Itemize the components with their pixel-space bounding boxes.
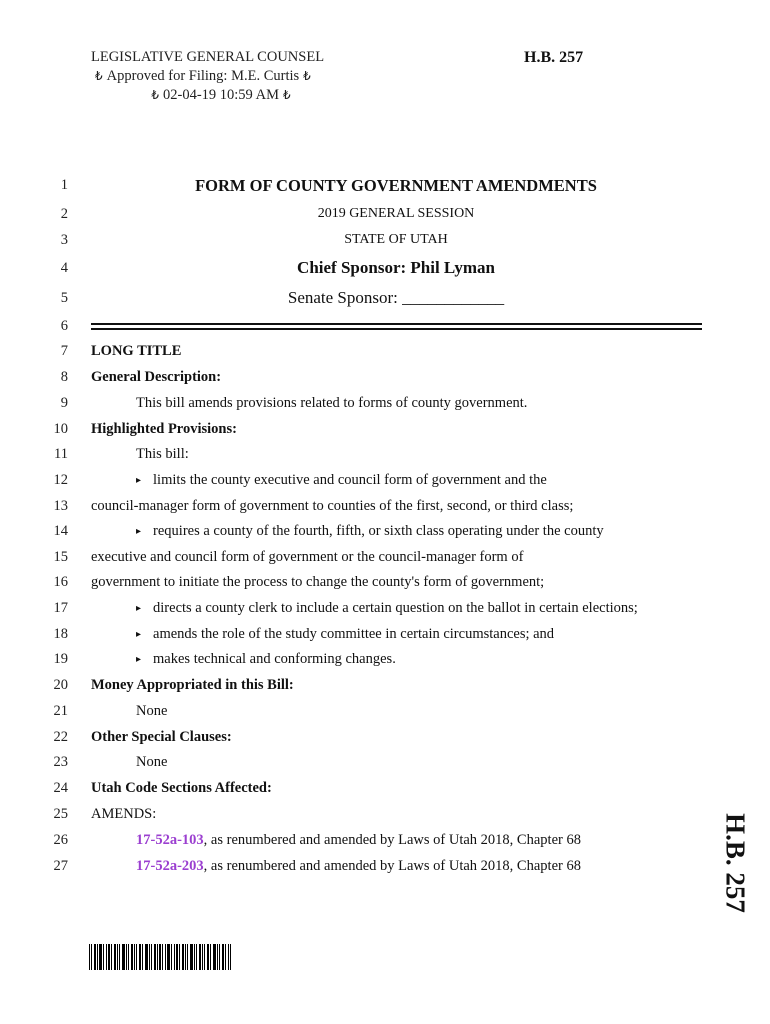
- line-number: 7: [60, 343, 68, 359]
- side-bill-number: H.B. 257: [720, 813, 751, 913]
- divider-rule: [91, 328, 702, 330]
- provision-bullet: [136, 600, 638, 617]
- line-number: 3: [60, 232, 68, 248]
- general-description-text: This bill amends provisions related to forms of county government.: [136, 395, 528, 411]
- provision-continuation: executive and council form of government or the council-manager form of: [91, 549, 524, 565]
- provision-bullet: [136, 626, 554, 643]
- bullet-icon: ▸: [136, 603, 142, 614]
- line-number: 11: [54, 446, 68, 462]
- line-number: 1: [60, 177, 68, 193]
- provision-text: amends the role of the study committee in certain circumstances; and: [153, 626, 555, 642]
- special-clauses-value: None: [136, 754, 168, 770]
- marker-glyph-icon: ₺: [283, 88, 291, 102]
- bullet-icon: ▸: [136, 526, 142, 537]
- line-number: 19: [53, 651, 68, 667]
- bill-number: H.B. 257: [524, 49, 584, 66]
- line-number: 17: [53, 600, 68, 616]
- line-number: 24: [53, 780, 68, 796]
- line-number: 26: [53, 832, 68, 848]
- highlighted-provisions-heading: Highlighted Provisions:: [91, 421, 237, 437]
- line-number: 2: [60, 206, 68, 222]
- chief-sponsor: Chief Sponsor: Phil Lyman: [297, 258, 495, 277]
- bullet-icon: ▸: [136, 629, 142, 640]
- senate-sponsor: Senate Sponsor: ____________: [287, 288, 505, 307]
- marker-glyph-icon: ₺: [95, 69, 103, 83]
- line-number: 15: [53, 549, 68, 565]
- long-title-heading: LONG TITLE: [91, 343, 182, 359]
- marker-glyph-icon: ₺: [151, 88, 159, 102]
- line-number: 14: [53, 523, 68, 539]
- provision-bullet: [136, 472, 547, 489]
- money-appropriated-value: None: [136, 703, 168, 719]
- amends-label: AMENDS:: [91, 806, 157, 822]
- line-number: 21: [53, 703, 68, 719]
- line-number: 23: [53, 754, 68, 770]
- code-section-link[interactable]: 17-52a-103: [136, 832, 204, 848]
- datetime-line: [91, 86, 351, 105]
- special-clauses-heading: Other Special Clauses:: [91, 729, 232, 745]
- datetime-text: 02-04-19 10:59 AM: [163, 87, 279, 103]
- line-number: 4: [60, 260, 68, 276]
- provision-text: limits the county executive and council form of government and the: [153, 472, 547, 488]
- code-section-item: [136, 858, 581, 875]
- counsel-label: LEGISLATIVE GENERAL COUNSEL: [91, 49, 325, 65]
- bullet-icon: ▸: [136, 654, 142, 665]
- line-number: 12: [53, 472, 68, 488]
- barcode-icon: [89, 944, 231, 970]
- code-section-link[interactable]: 17-52a-203: [136, 858, 204, 874]
- line-number: 9: [60, 395, 68, 411]
- provision-text: makes technical and conforming changes.: [153, 651, 396, 667]
- provision-bullet: [136, 523, 604, 540]
- line-number: 20: [53, 677, 68, 693]
- this-bill-label: This bill:: [136, 446, 189, 462]
- state-label: STATE OF UTAH: [344, 232, 448, 247]
- code-sections-heading: Utah Code Sections Affected:: [91, 780, 272, 796]
- code-section-description: , as renumbered and amended by Laws of Utah 2018, Chapter 68: [203, 832, 581, 848]
- provision-bullet: [136, 651, 396, 668]
- provision-text: directs a county clerk to include a certain question on the ballot in certain elections;: [153, 600, 638, 616]
- line-number: 5: [60, 290, 68, 306]
- line-number: 22: [53, 729, 68, 745]
- bill-title: FORM OF COUNTY GOVERNMENT AMENDMENTS: [195, 176, 597, 195]
- marker-glyph-icon: ₺: [303, 69, 311, 83]
- line-number: 18: [53, 626, 68, 642]
- approval-line: [91, 67, 351, 86]
- line-number: 27: [53, 858, 68, 874]
- money-appropriated-heading: Money Appropriated in this Bill:: [91, 677, 294, 693]
- code-section-description: , as renumbered and amended by Laws of Utah 2018, Chapter 68: [203, 858, 581, 874]
- code-section-item: [136, 832, 581, 849]
- line-number: 8: [60, 369, 68, 385]
- line-number: 10: [53, 421, 68, 437]
- line-number: 16: [53, 574, 68, 590]
- divider-rule: [91, 323, 702, 325]
- bullet-icon: ▸: [136, 475, 142, 486]
- line-number: 13: [53, 498, 68, 514]
- provision-continuation: government to initiate the process to change the county's form of government;: [91, 574, 545, 590]
- line-number: 25: [53, 806, 68, 822]
- provision-text: requires a county of the fourth, fifth, or sixth class operating under the county: [153, 523, 604, 539]
- session-label: 2019 GENERAL SESSION: [317, 206, 475, 221]
- approval-text: Approved for Filing: M.E. Curtis: [106, 68, 300, 84]
- line-number: 6: [60, 318, 68, 334]
- header-block: [91, 48, 351, 105]
- provision-continuation: council-manager form of government to counties of the first, second, or third class;: [91, 498, 574, 514]
- general-description-heading: General Description:: [91, 369, 222, 385]
